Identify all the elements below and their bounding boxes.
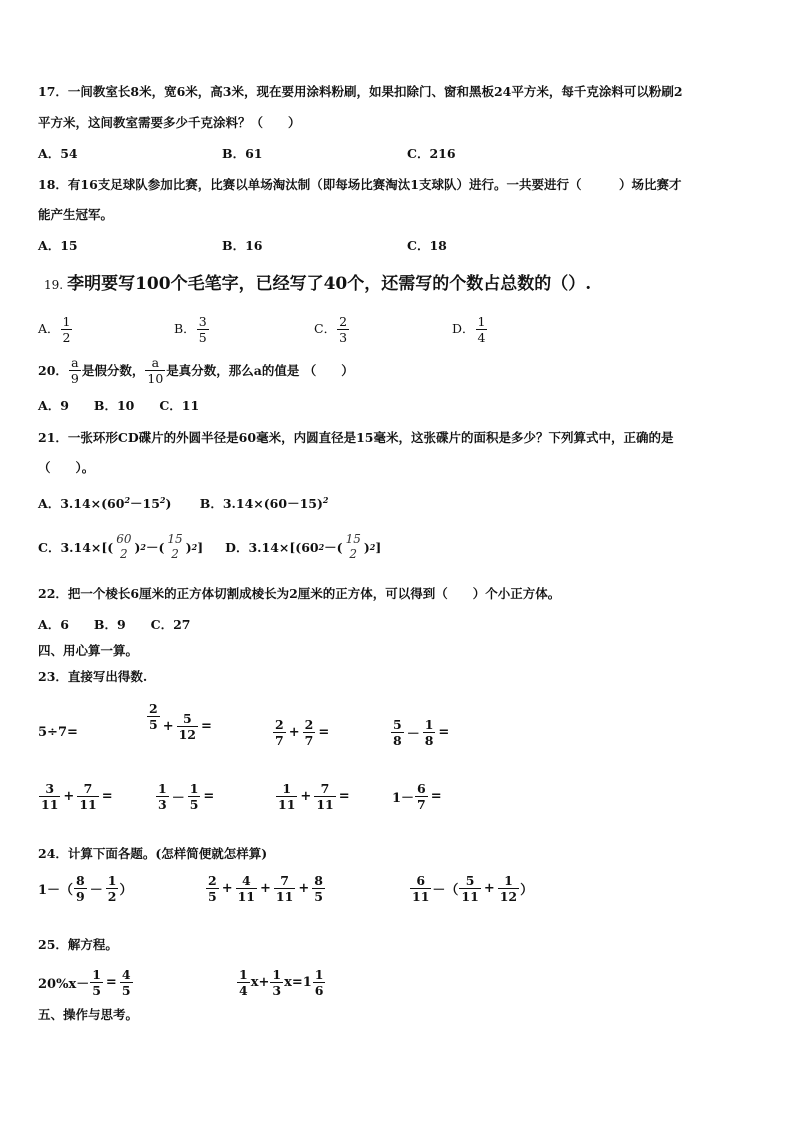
exponent: 2 xyxy=(191,542,198,552)
q18-option-c: C．18 xyxy=(407,238,447,253)
denominator: 5 xyxy=(189,796,199,812)
q18-line2: 能产生冠军。 xyxy=(38,207,114,222)
numerator: 1 xyxy=(107,872,117,888)
q21-option-b xyxy=(200,496,329,511)
numerator: 7 xyxy=(83,780,93,796)
denominator: 5 xyxy=(314,888,323,904)
q20-text-suffix: 是真分数，那么a的值是 （ ） xyxy=(166,363,354,378)
denominator: 5 xyxy=(121,982,131,998)
denominator: 11 xyxy=(316,796,334,812)
operator: + xyxy=(300,788,312,804)
denominator: 8 xyxy=(424,732,434,748)
q25-equation-1 xyxy=(38,962,134,1002)
q20-options: A．9 B．10 C．11 xyxy=(38,398,200,413)
q19-option-a-label: A． xyxy=(38,321,60,336)
numerator: 2 xyxy=(149,700,158,716)
q23-title: 23．直接写出得数. xyxy=(38,669,148,684)
operator: － xyxy=(406,726,420,742)
operator: + xyxy=(260,880,271,896)
operator: + xyxy=(63,788,75,804)
q19-text: 李明要写100个毛笔字，已经写了40个，还需写的个数占总数的（）. xyxy=(67,274,592,294)
equals: = xyxy=(201,718,212,734)
numerator: a xyxy=(151,354,160,370)
operator: + xyxy=(483,880,495,896)
denominator: 2 xyxy=(171,547,179,561)
q17-option-b: B．61 xyxy=(222,146,263,161)
numerator: 3 xyxy=(198,313,207,329)
paren-open: －（ xyxy=(432,882,459,898)
denominator: 3 xyxy=(339,329,348,345)
denominator: 2 xyxy=(107,888,117,904)
denominator: 4 xyxy=(477,329,486,345)
q23-expr-3 xyxy=(272,712,331,752)
operator: － xyxy=(171,790,185,806)
numerator: 8 xyxy=(314,872,323,888)
equals: = xyxy=(105,974,117,990)
denominator: 3 xyxy=(272,982,282,998)
numerator: 60 xyxy=(116,532,132,546)
exponent: 2 xyxy=(318,542,325,552)
bracket: ] xyxy=(197,539,204,555)
numerator: 1 xyxy=(189,780,199,796)
q19-option-d xyxy=(452,311,488,347)
q17-line1: 17．一间教室长8米，宽6米，高3米，现在要用涂料粉刷，如果扣除门、窗和黑板24平方米，每千克涂料可以粉刷2 xyxy=(38,84,683,99)
q24-expr-3 xyxy=(409,868,533,908)
paren: ) xyxy=(134,539,141,555)
denominator: 6 xyxy=(314,982,324,998)
term: x+ xyxy=(250,974,270,990)
q23-expr-8 xyxy=(392,776,444,816)
q23-expr-7 xyxy=(275,776,352,816)
numerator: 8 xyxy=(76,872,85,888)
denominator: 5 xyxy=(92,982,101,998)
prefix: 20%x－ xyxy=(38,976,90,992)
denominator: 11 xyxy=(41,796,59,812)
q17-option-c: C．216 xyxy=(407,146,456,161)
q19-question xyxy=(44,276,591,293)
numerator: a xyxy=(71,354,79,370)
q17-line2: 平方米，这间教室需要多少千克涂料？（ ） xyxy=(38,115,301,130)
q23-expr-6 xyxy=(155,776,216,816)
operator: + xyxy=(288,724,300,740)
exponent: 2 xyxy=(159,495,166,505)
denominator: 11 xyxy=(278,796,296,812)
q20-text-mid: 是假分数， xyxy=(81,363,145,378)
q19-option-c-label: C． xyxy=(314,321,337,336)
denominator: 12 xyxy=(178,726,197,742)
prefix: 1－（ xyxy=(38,882,74,898)
numerator: 1 xyxy=(62,313,71,329)
numerator: 5 xyxy=(393,716,402,732)
numerator: 4 xyxy=(241,872,251,888)
denominator: 11 xyxy=(412,888,430,904)
numerator: 2 xyxy=(304,716,314,732)
numerator: 6 xyxy=(417,780,426,796)
paren: ) xyxy=(363,539,370,555)
denominator: 9 xyxy=(70,370,79,386)
suffix: ） xyxy=(119,882,133,898)
numerator: 4 xyxy=(121,966,131,982)
paren: －( xyxy=(145,540,165,555)
paren: ) xyxy=(185,539,192,555)
q18-option-a: A．15 xyxy=(38,238,78,253)
q25-equation-2 xyxy=(236,962,326,1002)
q17-option-a: A．54 xyxy=(38,146,78,161)
section4-heading: 四、用心算一算。 xyxy=(38,643,139,658)
q19-option-b xyxy=(174,311,210,347)
q24-title: 24．计算下面各题。(怎样简便就怎样算) xyxy=(38,846,268,861)
numerator: 1 xyxy=(239,966,248,982)
equals: = xyxy=(338,788,350,804)
numerator: 15 xyxy=(167,532,183,546)
denominator: 11 xyxy=(461,888,479,904)
numerator: 1 xyxy=(314,966,324,982)
q19-option-c xyxy=(314,311,350,347)
q23-expr-5 xyxy=(38,776,115,816)
q21-option-b-text: B．3.14×(60－15) xyxy=(199,496,323,512)
section5-heading: 五、操作与思考。 xyxy=(38,1007,139,1022)
numerator: 1 xyxy=(92,966,101,982)
q21-options-cd xyxy=(38,528,381,566)
numerator: 7 xyxy=(320,780,330,796)
numerator: 5 xyxy=(465,872,475,888)
q19-number: 19. xyxy=(44,278,64,292)
q24-expr-1 xyxy=(38,868,132,908)
numerator: 7 xyxy=(280,872,289,888)
q20-number: 20． xyxy=(38,363,68,378)
denominator: 8 xyxy=(393,732,402,748)
q24-expr-2 xyxy=(205,868,326,908)
paren-close: ） xyxy=(520,882,534,898)
denominator: 7 xyxy=(275,732,284,748)
denominator: 2 xyxy=(120,547,128,561)
q21-option-c-text: C．3.14×[( xyxy=(38,540,114,555)
numerator: 1 xyxy=(477,313,486,329)
q25-title: 25．解方程。 xyxy=(38,937,118,952)
q23-expr-4 xyxy=(390,712,451,752)
q22-line1: 22．把一个棱长6厘米的正方体切割成棱长为2厘米的正方体，可以得到（ ）个小正方体。 xyxy=(38,586,561,601)
q18-option-b: B．16 xyxy=(222,238,263,253)
denominator: 2 xyxy=(62,329,71,345)
operator: － xyxy=(89,882,103,898)
prefix: 1－ xyxy=(392,790,415,806)
q21-option-a xyxy=(38,496,171,511)
denominator: 5 xyxy=(149,716,158,732)
equals: = xyxy=(101,788,113,804)
denominator: 3 xyxy=(158,796,167,812)
exponent: 2 xyxy=(369,542,376,552)
numerator: 1 xyxy=(282,780,292,796)
operator: + xyxy=(162,718,174,734)
paren: －( xyxy=(324,540,343,555)
numerator: 15 xyxy=(345,532,361,546)
denominator: 10 xyxy=(147,370,164,386)
exponent: 2 xyxy=(124,495,131,505)
denominator: 5 xyxy=(208,888,217,904)
denominator: 11 xyxy=(237,888,256,904)
numerator: 1 xyxy=(504,872,513,888)
numerator: 1 xyxy=(158,780,167,796)
q18-line1: 18．有16支足球队参加比赛，比赛以单场淘汰制（即每场比赛淘汰1支球队）进行。一共要进行（ ）场比赛才 xyxy=(38,177,682,192)
q21-line1: 21．一张环形CD碟片的外圆半径是60毫米，内圆直径是15毫米，这张碟片的面积是多少？下列算式中，正确的是 xyxy=(38,430,674,445)
operator: + xyxy=(298,880,310,896)
q21-option-a-text-b: －15 xyxy=(130,496,160,512)
exponent: 2 xyxy=(322,495,329,505)
denominator: 5 xyxy=(198,329,207,345)
q21-line2: （ ）。 xyxy=(38,460,95,475)
denominator: 2 xyxy=(349,547,358,561)
denominator: 12 xyxy=(499,888,518,904)
q19-option-b-label: B． xyxy=(174,321,196,336)
numerator: 2 xyxy=(208,872,217,888)
denominator: 7 xyxy=(304,732,314,748)
equals: = xyxy=(318,724,330,740)
denominator: 9 xyxy=(76,888,85,904)
equals: = xyxy=(203,788,215,804)
denominator: 4 xyxy=(239,982,248,998)
denominator: 7 xyxy=(417,796,426,812)
q21-option-a-text-c: ) xyxy=(165,496,172,512)
term: x=1 xyxy=(284,974,312,990)
q23-expr-2 xyxy=(146,701,214,751)
q21-option-a-text: A．3.14×(60 xyxy=(38,496,125,512)
q22-options: A．6 B．9 C．27 xyxy=(38,617,191,632)
numerator: 1 xyxy=(424,716,434,732)
numerator: 6 xyxy=(416,872,426,888)
exponent: 2 xyxy=(140,542,146,552)
operator: + xyxy=(221,880,233,896)
numerator: 5 xyxy=(182,710,192,726)
numerator: 2 xyxy=(339,313,348,329)
bracket: ] xyxy=(375,539,382,555)
q23-expr-1: 5÷7= xyxy=(38,724,78,740)
denominator: 11 xyxy=(79,796,97,812)
q19-option-a xyxy=(38,311,73,347)
equals: = xyxy=(430,788,442,804)
denominator: 11 xyxy=(275,888,294,904)
q21-options-ab xyxy=(38,492,328,512)
q20-question xyxy=(38,354,354,386)
q19-option-d-label: D． xyxy=(452,321,475,336)
equals: = xyxy=(438,724,450,740)
q21-option-d-text: D．3.14×[(60 xyxy=(225,540,319,555)
numerator: 2 xyxy=(275,716,284,732)
numerator: 3 xyxy=(45,780,55,796)
numerator: 1 xyxy=(272,966,282,982)
